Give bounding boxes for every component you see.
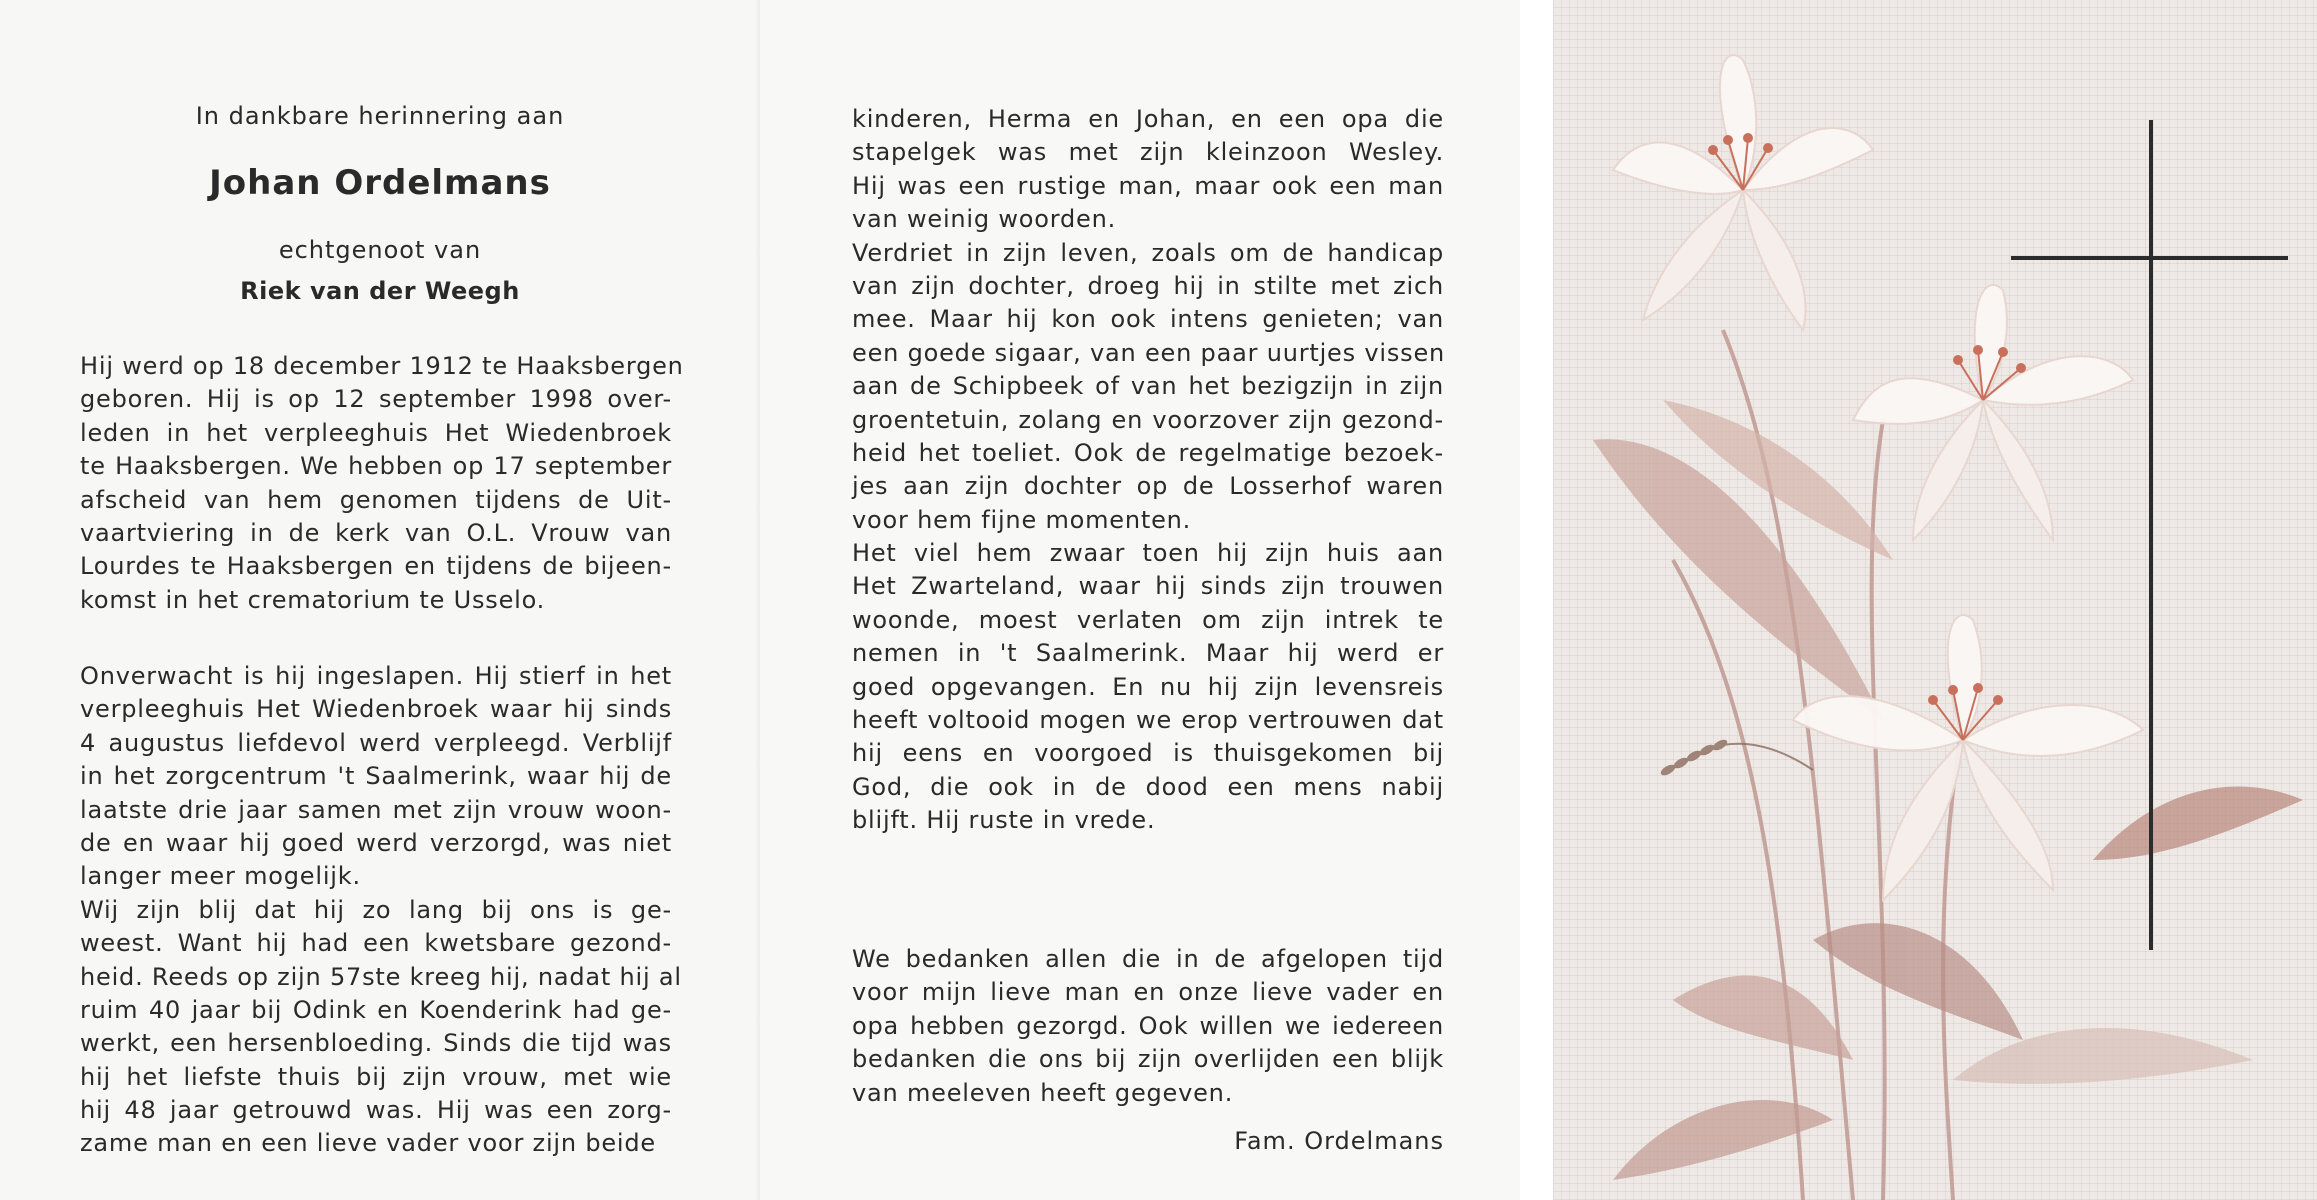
text-line: van zijn dochter, droeg hij in stilte met zich [852,271,1444,300]
text-line: jes aan zijn dochter op de Losserhof waren [852,472,1444,501]
text-line: Verdriet in zijn leven, zoals om de handicap [852,238,1444,267]
text-line: groentetuin, zolang en voorzover zijn gezond- [852,405,1444,434]
text-line: weest. Want hij had een kwetsbare gezond- [80,929,672,958]
text-line: aan de Schipbeek of van het bezigzijn in zijn [852,372,1444,401]
text-line: geboren. Hij is op 12 september 1998 over- [80,385,672,414]
card-left-page [0,0,760,1200]
text-line: hij eens en voorgoed is thuisgekomen bij [852,739,1444,768]
life-paragraph [852,103,1444,838]
wheat-ear [1659,738,1813,778]
text-line: zame man en een lieve vader voor zijn beide [80,1129,656,1158]
text-line: goed opgevangen. En nu hij zijn levensreis [852,672,1444,701]
text-line: heid het toeliet. Ook de regelmatige bezoek- [852,438,1444,467]
lily-flower-middle [1853,285,2133,540]
text-line: heeft voltooid mogen we erop vertrouwen dat [852,706,1444,735]
text-line: laatste drie jaar samen met zijn vrouw woon- [80,795,672,824]
text-line: Onverwacht is hij ingeslapen. Hij stierf in het [80,662,672,690]
text-line: God, die ook in de dood een mens nabij [852,772,1444,801]
text-line: van meeleven heeft gegeven. [852,1078,1234,1107]
text-line: leden in het verpleeghuis Het Wiedenbroek [80,418,672,447]
text-line: van weinig woorden. [852,205,1117,234]
thanks-paragraph [852,943,1444,1110]
text-line: mee. Maar hij kon ook intens genieten; van [852,305,1444,334]
text-line: verpleeghuis Het Wiedenbroek waar hij sinds [80,695,672,724]
text-line: vaartviering in de kerk van O.L. Vrouw van [80,518,672,547]
spouse-intro: echtgenoot van [278,236,482,264]
lily-illustration [1553,0,2317,1200]
text-line: ruim 40 jaar bij Odink en Koenderink had ge- [80,995,672,1024]
text-line: nemen in 't Saalmerink. Maar hij werd er [852,639,1444,668]
text-line: Lourdes te Haaksbergen en tijdens de bijeen- [80,552,672,581]
text-line: Hij was een rustige man, maar ook een man [852,171,1444,200]
text-line: opa hebben gezorgd. Ook willen we iedereen [852,1011,1444,1040]
text-line: voor hem fijne momenten. [852,505,1192,534]
text-line: te Haaksbergen. We hebben op 17 september [80,452,672,481]
text-line: Het viel hem zwaar toen hij zijn huis aan [852,539,1444,568]
spouse-name: Riek van der Weegh [240,277,520,305]
text-line: Hij werd op 18 december 1912 te Haaksbergen [80,352,684,380]
text-line: een goede sigaar, van een paar uurtjes vissen [852,338,1446,367]
stems [1673,330,1963,1200]
family-signature: Fam. Ordelmans [1234,1127,1444,1155]
text-line: langer meer mogelijk. [80,862,361,891]
text-line: werkt, een hersenbloeding. Sinds die tijd was [80,1029,672,1058]
deceased-name: Johan Ordelmans [209,163,551,203]
text-line: heid. Reeds op zijn 57ste kreeg hij, nadat hij al [80,962,682,991]
biography-paragraph [80,350,684,617]
text-line: Het Zwarteland, waar hij sinds zijn trouwen [852,572,1444,601]
text-line: kinderen, Herma en Johan, en een opa die [852,105,1444,133]
text-line: afscheid van hem genomen tijdens de Uit- [80,485,672,514]
scan-gap [1520,0,1553,1200]
text-line: komst in het crematorium te Usselo. [80,585,546,614]
text-line: de en waar hij goed werd verzorgd, was niet [80,828,672,857]
text-line: in het zorgcentrum 't Saalmerink, waar hij de [80,762,672,791]
text-line: voor mijn lieve man en onze lieve vader en [852,978,1444,1007]
text-line: Wij zijn blij dat hij zo lang bij ons is ge- [80,895,672,924]
memory-paragraph [80,660,682,1161]
intro-line: In dankbare herinnering aan [195,102,565,130]
text-line: 4 augustus liefdevol werd verpleegd. Verblijf [80,728,672,757]
card-cover [1553,0,2317,1200]
text-line: We bedanken allen die in de afgelopen tijd [852,945,1444,973]
text-line: bedanken die ons bij zijn overlijden een blijk [852,1045,1444,1074]
text-line: hij het liefste thuis bij zijn vrouw, met wie [80,1062,672,1091]
text-line: stapelgek was met zijn kleinzoon Wesley. [852,138,1444,167]
text-line: woonde, moest verlaten om zijn intrek te [852,605,1444,634]
lily-flower-top [1613,55,1873,330]
text-line: hij 48 jaar getrouwd was. Hij was een zorg- [80,1096,672,1125]
text-line: blijft. Hij ruste in vrede. [852,806,1156,835]
